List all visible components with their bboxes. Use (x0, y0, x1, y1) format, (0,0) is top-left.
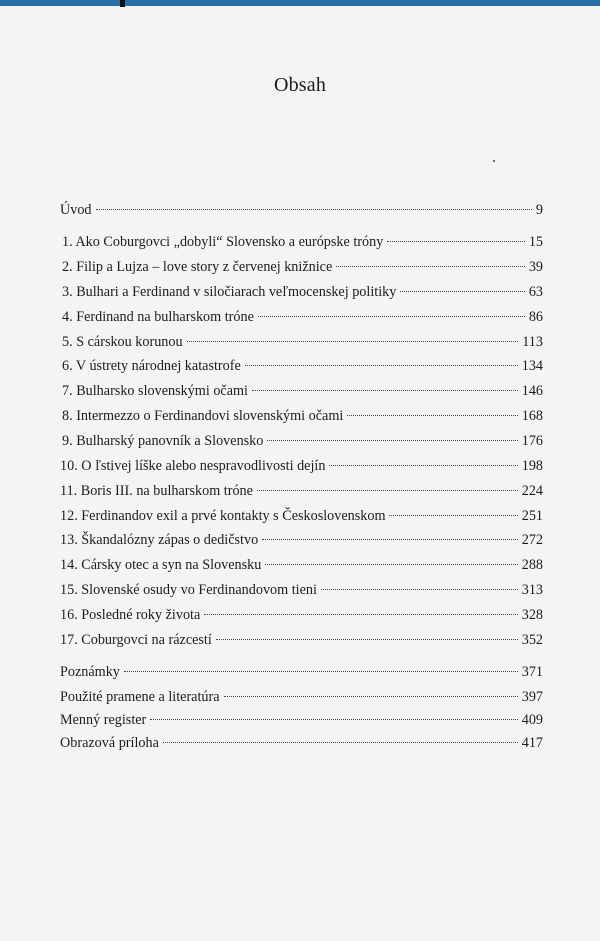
dot-leader (387, 241, 525, 242)
toc-entry-title: 9. Bulharský panovník a Slovensko (62, 433, 264, 449)
dot-leader (204, 614, 517, 615)
dot-leader (257, 490, 518, 491)
toc-entry-page: 9 (535, 202, 543, 218)
toc-entry-title: Poznámky (60, 664, 120, 680)
toc-entry-notes (60, 662, 543, 682)
toc-entry-page: 15 (528, 234, 543, 250)
dot-leader (347, 415, 517, 416)
toc-entry-title: 3. Bulhari a Ferdinand v siločiarach veľmocenskej politiky (62, 284, 397, 300)
toc-entry-chapter-1 (60, 232, 543, 252)
dot-leader (267, 440, 517, 441)
dot-leader (96, 209, 532, 210)
toc-entry-page: 168 (521, 408, 543, 424)
toc-entry-intro (60, 200, 543, 220)
toc-entry-page: 371 (521, 664, 543, 680)
toc-entry-page: 86 (528, 309, 543, 325)
dot-leader (245, 365, 518, 366)
toc-entry-page: 397 (521, 689, 543, 705)
toc-entry-page: 251 (521, 508, 543, 524)
toc-entry-sources (60, 687, 543, 707)
toc-entry-chapter-5 (60, 332, 543, 352)
toc-entry-title: Obrazová príloha (60, 735, 159, 751)
toc-entry-page: 224 (521, 483, 543, 499)
toc-entry-title: Úvod (60, 202, 92, 218)
dot-leader (321, 589, 518, 590)
toc-entry-title: 14. Cársky otec a syn na Slovensku (60, 557, 262, 573)
toc-entry-chapter-13 (60, 530, 543, 550)
dot-leader (389, 515, 517, 516)
toc-entry-page: 352 (521, 632, 543, 648)
toc-entry-chapter-17 (60, 630, 543, 650)
toc-entry-page: 113 (522, 334, 543, 350)
top-edge-mark (120, 0, 125, 7)
toc-entry-title: 1. Ako Coburgovci „dobyli“ Slovensko a európske tróny (62, 234, 384, 250)
toc-entry-page: 63 (528, 284, 543, 300)
toc-entry-page: 272 (521, 532, 543, 548)
toc-entry-page: 417 (521, 735, 543, 751)
toc-entry-title: 12. Ferdinandov exil a prvé kontakty s Československom (60, 508, 386, 524)
dot-leader (224, 696, 518, 697)
toc-entry-chapter-12 (60, 506, 543, 526)
dot-leader (216, 639, 518, 640)
toc-entry-page: 39 (528, 259, 543, 275)
toc-entry-chapter-3 (60, 282, 543, 302)
toc-entry-chapter-9 (60, 431, 543, 451)
toc-entry-title: 5. S cárskou korunou (62, 334, 183, 350)
toc-entry-name-index (60, 710, 543, 730)
toc-entry-chapter-8 (60, 406, 543, 426)
toc-entry-page: 328 (521, 607, 543, 623)
toc-entry-chapter-15 (60, 580, 543, 600)
toc-entry-title: 15. Slovenské osudy vo Ferdinandovom tieni (60, 582, 317, 598)
dot-leader (124, 671, 518, 672)
toc-entry-title: 13. Škandalózny zápas o dedičstvo (60, 532, 259, 548)
toc-entry-page: 146 (521, 383, 543, 399)
page-speck (493, 160, 495, 162)
dot-leader (258, 316, 525, 317)
toc-entry-title: 4. Ferdinand na bulharskom tróne (62, 309, 254, 325)
toc-entry-title: 7. Bulharsko slovenskými očami (62, 383, 248, 399)
dot-leader (150, 719, 517, 720)
toc-entry-title: Použité pramene a literatúra (60, 689, 220, 705)
toc-entry-page: 198 (521, 458, 543, 474)
dot-leader (329, 465, 517, 466)
page-title: Obsah (273, 74, 327, 96)
dot-leader (187, 341, 519, 342)
toc-entry-chapter-4 (60, 307, 543, 327)
toc-entry-chapter-2 (60, 257, 543, 277)
dot-leader (252, 390, 518, 391)
dot-leader (265, 564, 517, 565)
toc-entry-title: 16. Posledné roky života (60, 607, 201, 623)
dot-leader (163, 742, 518, 743)
toc-entry-chapter-11 (60, 481, 543, 501)
toc-entry-page: 134 (521, 358, 543, 374)
toc-entry-chapter-6 (60, 356, 543, 376)
toc-entry-page: 176 (521, 433, 543, 449)
toc-entry-image-appendix (60, 733, 543, 753)
toc-entry-page: 288 (521, 557, 543, 573)
toc-entry-title: 11. Boris III. na bulharskom tróne (60, 483, 253, 499)
toc-entry-page: 313 (521, 582, 543, 598)
toc-entry-title: 2. Filip a Lujza – love story z červenej knižnice (62, 259, 333, 275)
toc-entry-chapter-14 (60, 555, 543, 575)
dot-leader (262, 539, 518, 540)
toc-entry-title: Menný register (60, 712, 147, 728)
toc-entry-title: 10. O ľstivej líške alebo nespravodlivosti dejín (60, 458, 326, 474)
toc-entry-title: 8. Intermezzo o Ferdinandovi slovenskými očami (62, 408, 344, 424)
toc-entry-chapter-16 (60, 605, 543, 625)
dot-leader (400, 291, 524, 292)
toc-entry-chapter-7 (60, 381, 543, 401)
toc-entry-page: 409 (521, 712, 543, 728)
top-edge-bar (0, 0, 600, 6)
dot-leader (336, 266, 525, 267)
toc-entry-title: 17. Coburgovci na rázcestí (60, 632, 212, 648)
toc-entry-title: 6. V ústrety národnej katastrofe (62, 358, 241, 374)
toc-entry-chapter-10 (60, 456, 543, 476)
